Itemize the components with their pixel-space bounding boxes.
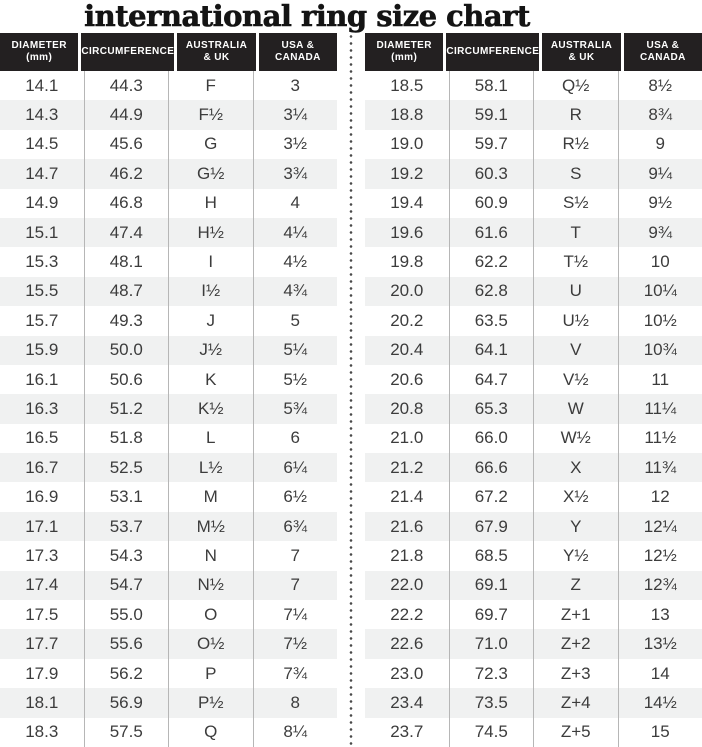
table-row [0, 629, 337, 658]
cell-circumference: 48.1 [84, 247, 169, 276]
cell-usa-canada: 6¼ [253, 453, 338, 482]
cell-usa-canada: 9¼ [618, 159, 702, 188]
cell-diameter: 17.3 [25, 545, 59, 565]
cell-usa-canada: 3¾ [253, 159, 338, 188]
cell-diameter: 22.0 [390, 575, 424, 595]
table-row [0, 688, 337, 717]
cell-usa-canada: 3¼ [253, 100, 338, 129]
cell-aus-uk: X [533, 453, 618, 482]
cell-usa-canada: 11 [618, 365, 702, 394]
cell-circumference: 49.3 [84, 306, 169, 335]
table-row [365, 159, 702, 188]
cell-diameter: 17.1 [25, 516, 59, 536]
cell-aus-uk: U½ [533, 306, 618, 335]
cell-usa-canada: 9½ [618, 189, 702, 218]
cell-aus-uk: T½ [533, 247, 618, 276]
cell-circumference: 55.0 [84, 600, 169, 629]
table-body-right [365, 71, 702, 747]
chart-area [0, 33, 702, 747]
cell-diameter: 17.7 [25, 634, 59, 654]
header-line-2: & UK [203, 52, 230, 63]
cell-circumference: 67.2 [449, 482, 534, 511]
cell-aus-uk: Q [168, 718, 253, 747]
table-row [365, 453, 702, 482]
cell-usa-canada: 8½ [618, 71, 702, 100]
cell-usa-canada: 10¾ [618, 336, 702, 365]
cell-circumference: 66.6 [449, 453, 534, 482]
table-header-left [0, 33, 337, 71]
column-header-circumference [78, 33, 174, 71]
cell-aus-uk: G½ [168, 159, 253, 188]
cell-diameter: 21.6 [390, 516, 424, 536]
cell-usa-canada: 7 [253, 571, 338, 600]
table-row [365, 189, 702, 218]
table-row [0, 424, 337, 453]
cell-usa-canada: 7 [253, 541, 338, 570]
table-row [0, 718, 337, 747]
cell-circumference: 69.1 [449, 571, 534, 600]
table-row [365, 512, 702, 541]
cell-circumference: 67.9 [449, 512, 534, 541]
table-row [365, 394, 702, 423]
cell-circumference: 55.6 [84, 629, 169, 658]
table-row [365, 71, 702, 100]
cell-aus-uk: S [533, 159, 618, 188]
cell-circumference: 72.3 [449, 659, 534, 688]
cell-aus-uk: W½ [533, 424, 618, 453]
table-row [365, 688, 702, 717]
cell-aus-uk: V½ [533, 365, 618, 394]
cell-circumference: 64.7 [449, 365, 534, 394]
table-row [0, 541, 337, 570]
cell-aus-uk: U [533, 277, 618, 306]
cell-aus-uk: Q½ [533, 71, 618, 100]
cell-diameter: 19.6 [390, 222, 424, 242]
header-line-2: & UK [568, 52, 595, 63]
cell-diameter: 22.6 [390, 634, 424, 654]
cell-aus-uk: L [168, 424, 253, 453]
cell-circumference: 68.5 [449, 541, 534, 570]
table-row [365, 571, 702, 600]
ring-size-table-left [0, 33, 337, 747]
cell-usa-canada: 14½ [618, 688, 702, 717]
table-row [0, 600, 337, 629]
table-row [0, 159, 337, 188]
cell-circumference: 61.6 [449, 218, 534, 247]
cell-usa-canada: 5¼ [253, 336, 338, 365]
cell-aus-uk: J [168, 306, 253, 335]
cell-usa-canada: 9¾ [618, 218, 702, 247]
cell-circumference: 62.8 [449, 277, 534, 306]
column-header-diameter [0, 33, 78, 71]
cell-diameter: 20.8 [390, 398, 424, 418]
header-line-2: CANADA [274, 52, 321, 63]
page-title: international ring size chart [84, 0, 530, 33]
cell-circumference: 54.7 [84, 571, 169, 600]
cell-aus-uk: S½ [533, 189, 618, 218]
cell-usa-canada: 9 [618, 130, 702, 159]
cell-usa-canada: 13 [618, 600, 702, 629]
cell-diameter: 19.2 [390, 163, 424, 183]
cell-aus-uk: M½ [168, 512, 253, 541]
cell-circumference: 69.7 [449, 600, 534, 629]
cell-aus-uk: T [533, 218, 618, 247]
header-line-1: AUSTRALIA [185, 40, 248, 51]
header-line-1: CIRCUMFERENCE [81, 46, 175, 57]
cell-diameter: 18.8 [390, 105, 424, 125]
cell-diameter: 20.2 [390, 310, 424, 330]
cell-aus-uk: F½ [168, 100, 253, 129]
cell-diameter: 14.1 [25, 75, 59, 95]
cell-diameter: 15.3 [25, 252, 59, 272]
cell-circumference: 51.2 [84, 394, 169, 423]
cell-circumference: 47.4 [84, 218, 169, 247]
table-row [365, 365, 702, 394]
cell-aus-uk: R [533, 100, 618, 129]
cell-aus-uk: Z+2 [533, 629, 618, 658]
cell-usa-canada: 7½ [253, 629, 338, 658]
cell-usa-canada: 10½ [618, 306, 702, 335]
cell-diameter: 20.6 [390, 369, 424, 389]
cell-circumference: 44.3 [84, 71, 169, 100]
table-row [0, 247, 337, 276]
cell-usa-canada: 14 [618, 659, 702, 688]
cell-aus-uk: O [168, 600, 253, 629]
cell-usa-canada: 4¾ [253, 277, 338, 306]
cell-aus-uk: H½ [168, 218, 253, 247]
table-row [0, 365, 337, 394]
cell-circumference: 63.5 [449, 306, 534, 335]
table-row [0, 218, 337, 247]
cell-usa-canada: 6¾ [253, 512, 338, 541]
cell-diameter: 23.7 [390, 722, 424, 742]
cell-aus-uk: Y [533, 512, 618, 541]
table-row [0, 71, 337, 100]
table-row [365, 218, 702, 247]
cell-usa-canada: 12¾ [618, 571, 702, 600]
cell-diameter: 21.4 [390, 487, 424, 507]
cell-circumference: 71.0 [449, 629, 534, 658]
cell-circumference: 73.5 [449, 688, 534, 717]
cell-diameter: 14.5 [25, 134, 59, 154]
cell-usa-canada: 4½ [253, 247, 338, 276]
cell-aus-uk: N½ [168, 571, 253, 600]
cell-aus-uk: M [168, 482, 253, 511]
header-line-1: DIAMETER [11, 40, 67, 51]
cell-diameter: 17.9 [25, 663, 59, 683]
cell-diameter: 16.9 [25, 487, 59, 507]
cell-usa-canada: 4 [253, 189, 338, 218]
cell-aus-uk: O½ [168, 629, 253, 658]
table-row [365, 482, 702, 511]
cell-usa-canada: 10 [618, 247, 702, 276]
cell-usa-canada: 6 [253, 424, 338, 453]
cell-circumference: 45.6 [84, 130, 169, 159]
cell-aus-uk: Z+1 [533, 600, 618, 629]
cell-diameter: 14.3 [25, 105, 59, 125]
cell-circumference: 56.2 [84, 659, 169, 688]
cell-circumference: 57.5 [84, 718, 169, 747]
cell-circumference: 51.8 [84, 424, 169, 453]
table-row [365, 306, 702, 335]
cell-diameter: 15.5 [25, 281, 59, 301]
cell-aus-uk: V [533, 336, 618, 365]
cell-diameter: 21.8 [390, 545, 424, 565]
cell-usa-canada: 8 [253, 688, 338, 717]
table-row [365, 130, 702, 159]
cell-circumference: 50.6 [84, 365, 169, 394]
cell-aus-uk: P½ [168, 688, 253, 717]
table-row [0, 482, 337, 511]
cell-diameter: 18.5 [390, 75, 424, 95]
cell-aus-uk: J½ [168, 336, 253, 365]
cell-circumference: 59.7 [449, 130, 534, 159]
cell-aus-uk: I [168, 247, 253, 276]
cell-diameter: 21.0 [390, 428, 424, 448]
cell-aus-uk: P [168, 659, 253, 688]
cell-circumference: 52.5 [84, 453, 169, 482]
cell-usa-canada: 3 [253, 71, 338, 100]
table-row [365, 424, 702, 453]
cell-usa-canada: 10¼ [618, 277, 702, 306]
cell-diameter: 14.9 [25, 193, 59, 213]
header-line-2: (mm) [26, 52, 53, 63]
table-row [0, 336, 337, 365]
ring-size-table-right [365, 33, 702, 747]
cell-aus-uk: K½ [168, 394, 253, 423]
cell-usa-canada: 5 [253, 306, 338, 335]
table-row [365, 600, 702, 629]
cell-aus-uk: L½ [168, 453, 253, 482]
header-line-2: CANADA [639, 52, 686, 63]
cell-circumference: 44.9 [84, 100, 169, 129]
cell-aus-uk: N [168, 541, 253, 570]
table-body-left [0, 71, 337, 747]
title-bar [0, 0, 702, 33]
cell-diameter: 18.1 [25, 692, 59, 712]
cell-diameter: 22.2 [390, 604, 424, 624]
cell-aus-uk: Z+3 [533, 659, 618, 688]
cell-usa-canada: 13½ [618, 629, 702, 658]
cell-diameter: 16.7 [25, 457, 59, 477]
cell-usa-canada: 8¼ [253, 718, 338, 747]
cell-usa-canada: 12½ [618, 541, 702, 570]
cell-diameter: 15.9 [25, 340, 59, 360]
table-row [365, 541, 702, 570]
cell-circumference: 56.9 [84, 688, 169, 717]
column-header-usa-canada [256, 33, 337, 71]
table-row [365, 659, 702, 688]
cell-aus-uk: K [168, 365, 253, 394]
cell-diameter: 23.0 [390, 663, 424, 683]
cell-usa-canada: 5¾ [253, 394, 338, 423]
cell-circumference: 46.8 [84, 189, 169, 218]
cell-usa-canada: 15 [618, 718, 702, 747]
cell-diameter: 15.1 [25, 222, 59, 242]
table-row [0, 189, 337, 218]
cell-aus-uk: Z+4 [533, 688, 618, 717]
cell-diameter: 16.3 [25, 398, 59, 418]
cell-diameter: 15.7 [25, 310, 59, 330]
table-row [0, 512, 337, 541]
cell-aus-uk: Z [533, 571, 618, 600]
table-row [0, 277, 337, 306]
table-row [0, 453, 337, 482]
cell-usa-canada: 6½ [253, 482, 338, 511]
cell-circumference: 66.0 [449, 424, 534, 453]
cell-diameter: 23.4 [390, 692, 424, 712]
dotted-divider-line [349, 33, 353, 747]
table-row [365, 247, 702, 276]
cell-circumference: 54.3 [84, 541, 169, 570]
cell-aus-uk: W [533, 394, 618, 423]
cell-circumference: 60.3 [449, 159, 534, 188]
table-row [365, 277, 702, 306]
cell-circumference: 65.3 [449, 394, 534, 423]
header-line-2: (mm) [391, 52, 418, 63]
cell-usa-canada: 11¾ [618, 453, 702, 482]
cell-usa-canada: 11¼ [618, 394, 702, 423]
table-divider [337, 33, 365, 747]
cell-diameter: 14.7 [25, 163, 59, 183]
cell-usa-canada: 11½ [618, 424, 702, 453]
cell-circumference: 58.1 [449, 71, 534, 100]
cell-aus-uk: F [168, 71, 253, 100]
cell-aus-uk: Y½ [533, 541, 618, 570]
table-row [0, 100, 337, 129]
cell-circumference: 64.1 [449, 336, 534, 365]
table-row [365, 336, 702, 365]
cell-usa-canada: 7¾ [253, 659, 338, 688]
cell-aus-uk: X½ [533, 482, 618, 511]
cell-diameter: 20.4 [390, 340, 424, 360]
header-line-1: USA & [281, 40, 315, 51]
header-line-1: AUSTRALIA [550, 40, 613, 51]
table-row [0, 659, 337, 688]
cell-diameter: 18.3 [25, 722, 59, 742]
column-header-diameter [365, 33, 443, 71]
column-header-usa-canada [621, 33, 702, 71]
cell-circumference: 62.2 [449, 247, 534, 276]
header-line-1: CIRCUMFERENCE [446, 46, 540, 57]
cell-diameter: 19.0 [390, 134, 424, 154]
column-header-aus-uk [539, 33, 620, 71]
table-row [0, 130, 337, 159]
cell-diameter: 17.5 [25, 604, 59, 624]
cell-aus-uk: R½ [533, 130, 618, 159]
cell-circumference: 53.1 [84, 482, 169, 511]
cell-diameter: 20.0 [390, 281, 424, 301]
header-line-1: DIAMETER [376, 40, 432, 51]
cell-diameter: 16.5 [25, 428, 59, 448]
cell-aus-uk: G [168, 130, 253, 159]
cell-diameter: 19.8 [390, 252, 424, 272]
cell-usa-canada: 12¼ [618, 512, 702, 541]
table-row [365, 100, 702, 129]
table-row [365, 629, 702, 658]
cell-diameter: 19.4 [390, 193, 424, 213]
cell-aus-uk: H [168, 189, 253, 218]
cell-usa-canada: 4¼ [253, 218, 338, 247]
cell-usa-canada: 12 [618, 482, 702, 511]
table-row [365, 718, 702, 747]
cell-circumference: 53.7 [84, 512, 169, 541]
cell-circumference: 74.5 [449, 718, 534, 747]
cell-diameter: 16.1 [25, 369, 59, 389]
cell-aus-uk: I½ [168, 277, 253, 306]
cell-circumference: 59.1 [449, 100, 534, 129]
table-row [0, 394, 337, 423]
header-line-1: USA & [646, 40, 680, 51]
cell-diameter: 21.2 [390, 457, 424, 477]
cell-usa-canada: 5½ [253, 365, 338, 394]
cell-usa-canada: 8¾ [618, 100, 702, 129]
column-header-circumference [443, 33, 539, 71]
cell-usa-canada: 3½ [253, 130, 338, 159]
table-header-right [365, 33, 702, 71]
cell-circumference: 50.0 [84, 336, 169, 365]
cell-circumference: 60.9 [449, 189, 534, 218]
table-row [0, 306, 337, 335]
column-header-aus-uk [174, 33, 255, 71]
cell-aus-uk: Z+5 [533, 718, 618, 747]
cell-circumference: 46.2 [84, 159, 169, 188]
cell-diameter: 17.4 [25, 575, 59, 595]
cell-circumference: 48.7 [84, 277, 169, 306]
table-row [0, 571, 337, 600]
cell-usa-canada: 7¼ [253, 600, 338, 629]
